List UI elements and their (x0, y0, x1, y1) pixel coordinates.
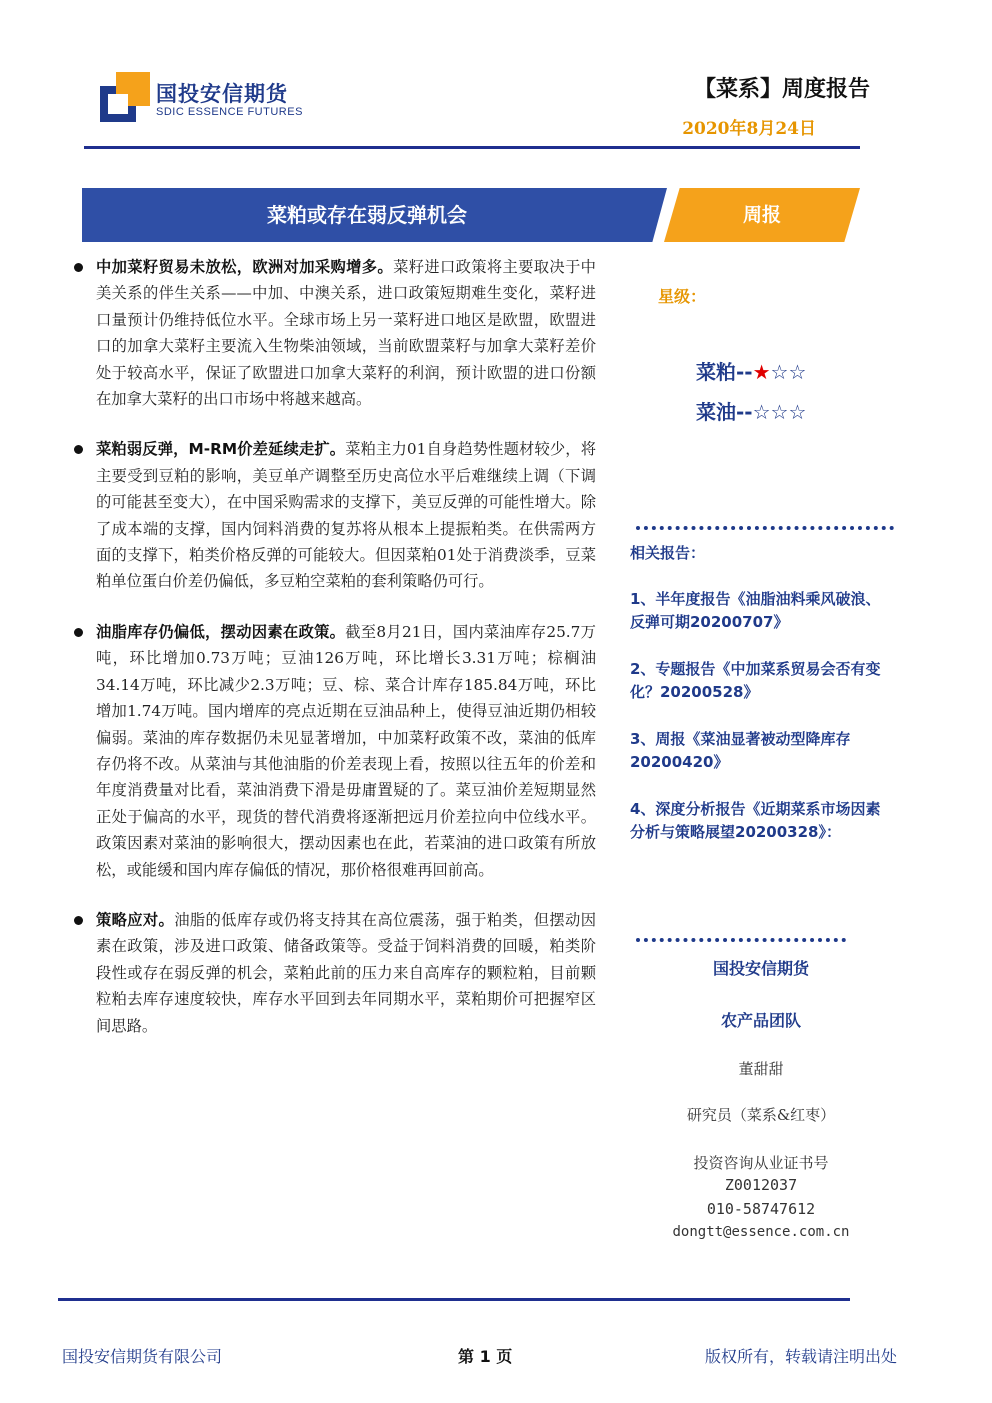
section-body: 菜粕主力01自身趋势性题材较少，将主要受到豆粕的影响，美豆单产调整至历史高位水平后难继续上调（下调的可能甚至变大），在中国采购需求的支撑下，美豆反弹的可能性增大。除了成本端的支撑，国内饲料消费的复苏将从根本上提振粕类。在供需两方面的支撑下，粕类价格反弹的可能较大。但因菜粕01处于消费淡季，豆菜粕单位蛋白价差仍偏低，多豆粕空菜粕的套利策略仍可行。 (96, 440, 597, 591)
bullet-icon (74, 628, 83, 637)
section-lead: 油脂库存仍偏低，摆动因素在政策。 (96, 622, 346, 641)
related-heading: 相关报告： (630, 544, 706, 562)
cert-number: Z0012037 (724, 1176, 798, 1194)
related-list (630, 588, 892, 868)
brand-name-en: SDIC ESSENCE FUTURES (156, 106, 303, 118)
header-divider (84, 146, 860, 149)
section-body: 油脂的低库存或仍将支持其在高位震荡，强于粕类，但摆动因素在政策，涉及进口政策、储备政策等。受益于饲料消费的回暖，粕类阶段性或存在弱反弹的机会，菜粕此前的压力来自高库存的颗粒粕，目前颗粒粕去库存速度较快，库存水平回到去年同期水平，菜粕期价可把握窄区间思路。 (96, 910, 596, 1035)
bullet-icon (74, 916, 83, 925)
rating-rapeseed-oil (696, 396, 806, 425)
report-title: 菜粕或存在弱反弹机会 (267, 203, 467, 227)
related-item: 2、专题报告《中加菜系贸易会否有变化？20200528》 (630, 660, 881, 701)
rating-label: 星级： (658, 287, 707, 306)
company-logo (100, 72, 310, 126)
cert-label: 投资咨询从业证书号 (693, 1154, 829, 1172)
analyst-phone: 010-58747612 (706, 1200, 816, 1218)
section-oil-inventory (74, 619, 596, 883)
section-meal (74, 436, 596, 594)
bullet-icon (74, 263, 83, 272)
star-empty-icon: ☆☆☆ (752, 400, 807, 424)
page-number: 第 1 页 (458, 1347, 513, 1366)
report-tag: 周报 (742, 204, 781, 226)
analyst-email[interactable]: dongtt@essence.com.cn (672, 1224, 850, 1240)
team-company: 国投安信期货 (712, 959, 809, 978)
related-divider (636, 526, 894, 530)
team-group: 农产品团队 (720, 1011, 801, 1030)
footer-divider (58, 1298, 850, 1301)
star-empty-icon: ☆☆ (770, 360, 807, 384)
rating-name: 菜粕-- (696, 360, 753, 384)
section-lead: 策略应对。 (96, 910, 175, 929)
footer-copyright: 版权所有，转载请注明出处 (705, 1347, 898, 1366)
rating-name: 菜油-- (696, 400, 753, 424)
related-item: 1、半年度报告《油脂油料乘风破浪、反弹可期20200707》 (630, 590, 881, 631)
analyst-name: 董甜甜 (738, 1060, 784, 1078)
bullet-icon (74, 445, 83, 454)
related-item: 4、深度分析报告《近期菜系市场因素分析与策略展望20200328》： (630, 800, 881, 841)
related-item: 3、周报《菜油显著被动型降库存20200420》 (630, 730, 851, 771)
section-strategy (74, 907, 596, 1039)
brand-name-cn: 国投安信期货 (156, 82, 288, 106)
logo-mark-icon (100, 72, 150, 122)
star-filled-icon: ★ (752, 360, 771, 384)
section-body: 菜籽进口政策将主要取决于中美关系的伴生关系——中加、中澳关系，进口政策短期难生变化，菜籽进口量预计仍维持低位水平。全球市场上另一菜籽进口地区是欧盟，欧盟进口的加拿大菜籽主要流入生物柴油领域，当前欧盟菜籽与加拿大菜籽差价处于较高水平，保证了欧盟进口加拿大菜籽的利润，预计欧盟的进口份额在加拿大菜籽的出口市场中将越来越高。 (96, 258, 596, 409)
footer-company: 国投安信期货有限公司 (62, 1347, 223, 1366)
section-trade (74, 254, 596, 412)
section-lead: 菜粕弱反弹，M-RM价差延续走扩。 (96, 440, 346, 459)
report-type: 【菜系】周度报告 (693, 77, 870, 102)
analyst-role: 研究员（菜系&红枣） (686, 1106, 836, 1124)
report-date: 2020年8月24日 (682, 119, 816, 139)
section-body: 截至8月21日，国内菜油库存25.7万吨，环比增加0.73万吨；豆油126万吨，环比增长3.31万吨；棕榈油34.14万吨，环比减少2.3万吨；豆、棕、菜合计库存185.84万吨，环比增加1.74万吨。国内增库的亮点近期在豆油品种上，使得豆油近期仍相较偏弱。菜油的库存数据仍未见显著增加，中加菜籽政策不改，菜油的低库存仍将不改。从菜油与其他油脂的价差表现上看，按照以往五年的价差和年度消费量对比看，菜油消费下滑是毋庸置疑的了。菜豆油价差短期显然正处于偏高的水平，现货的替代消费将逐渐把远月价差拉向中位线水平。政策因素对菜油的影响很大，摆动因素也在此，若菜油的进口政策有所放松，或能缓和国内库存偏低的情况，那价格很难再回前高。 (96, 622, 596, 879)
section-lead: 中加菜籽贸易未放松，欧洲对加采购增多。 (96, 258, 394, 276)
rating-rapeseed-meal (696, 356, 806, 385)
main-content (74, 254, 596, 1063)
team-divider (636, 938, 846, 942)
